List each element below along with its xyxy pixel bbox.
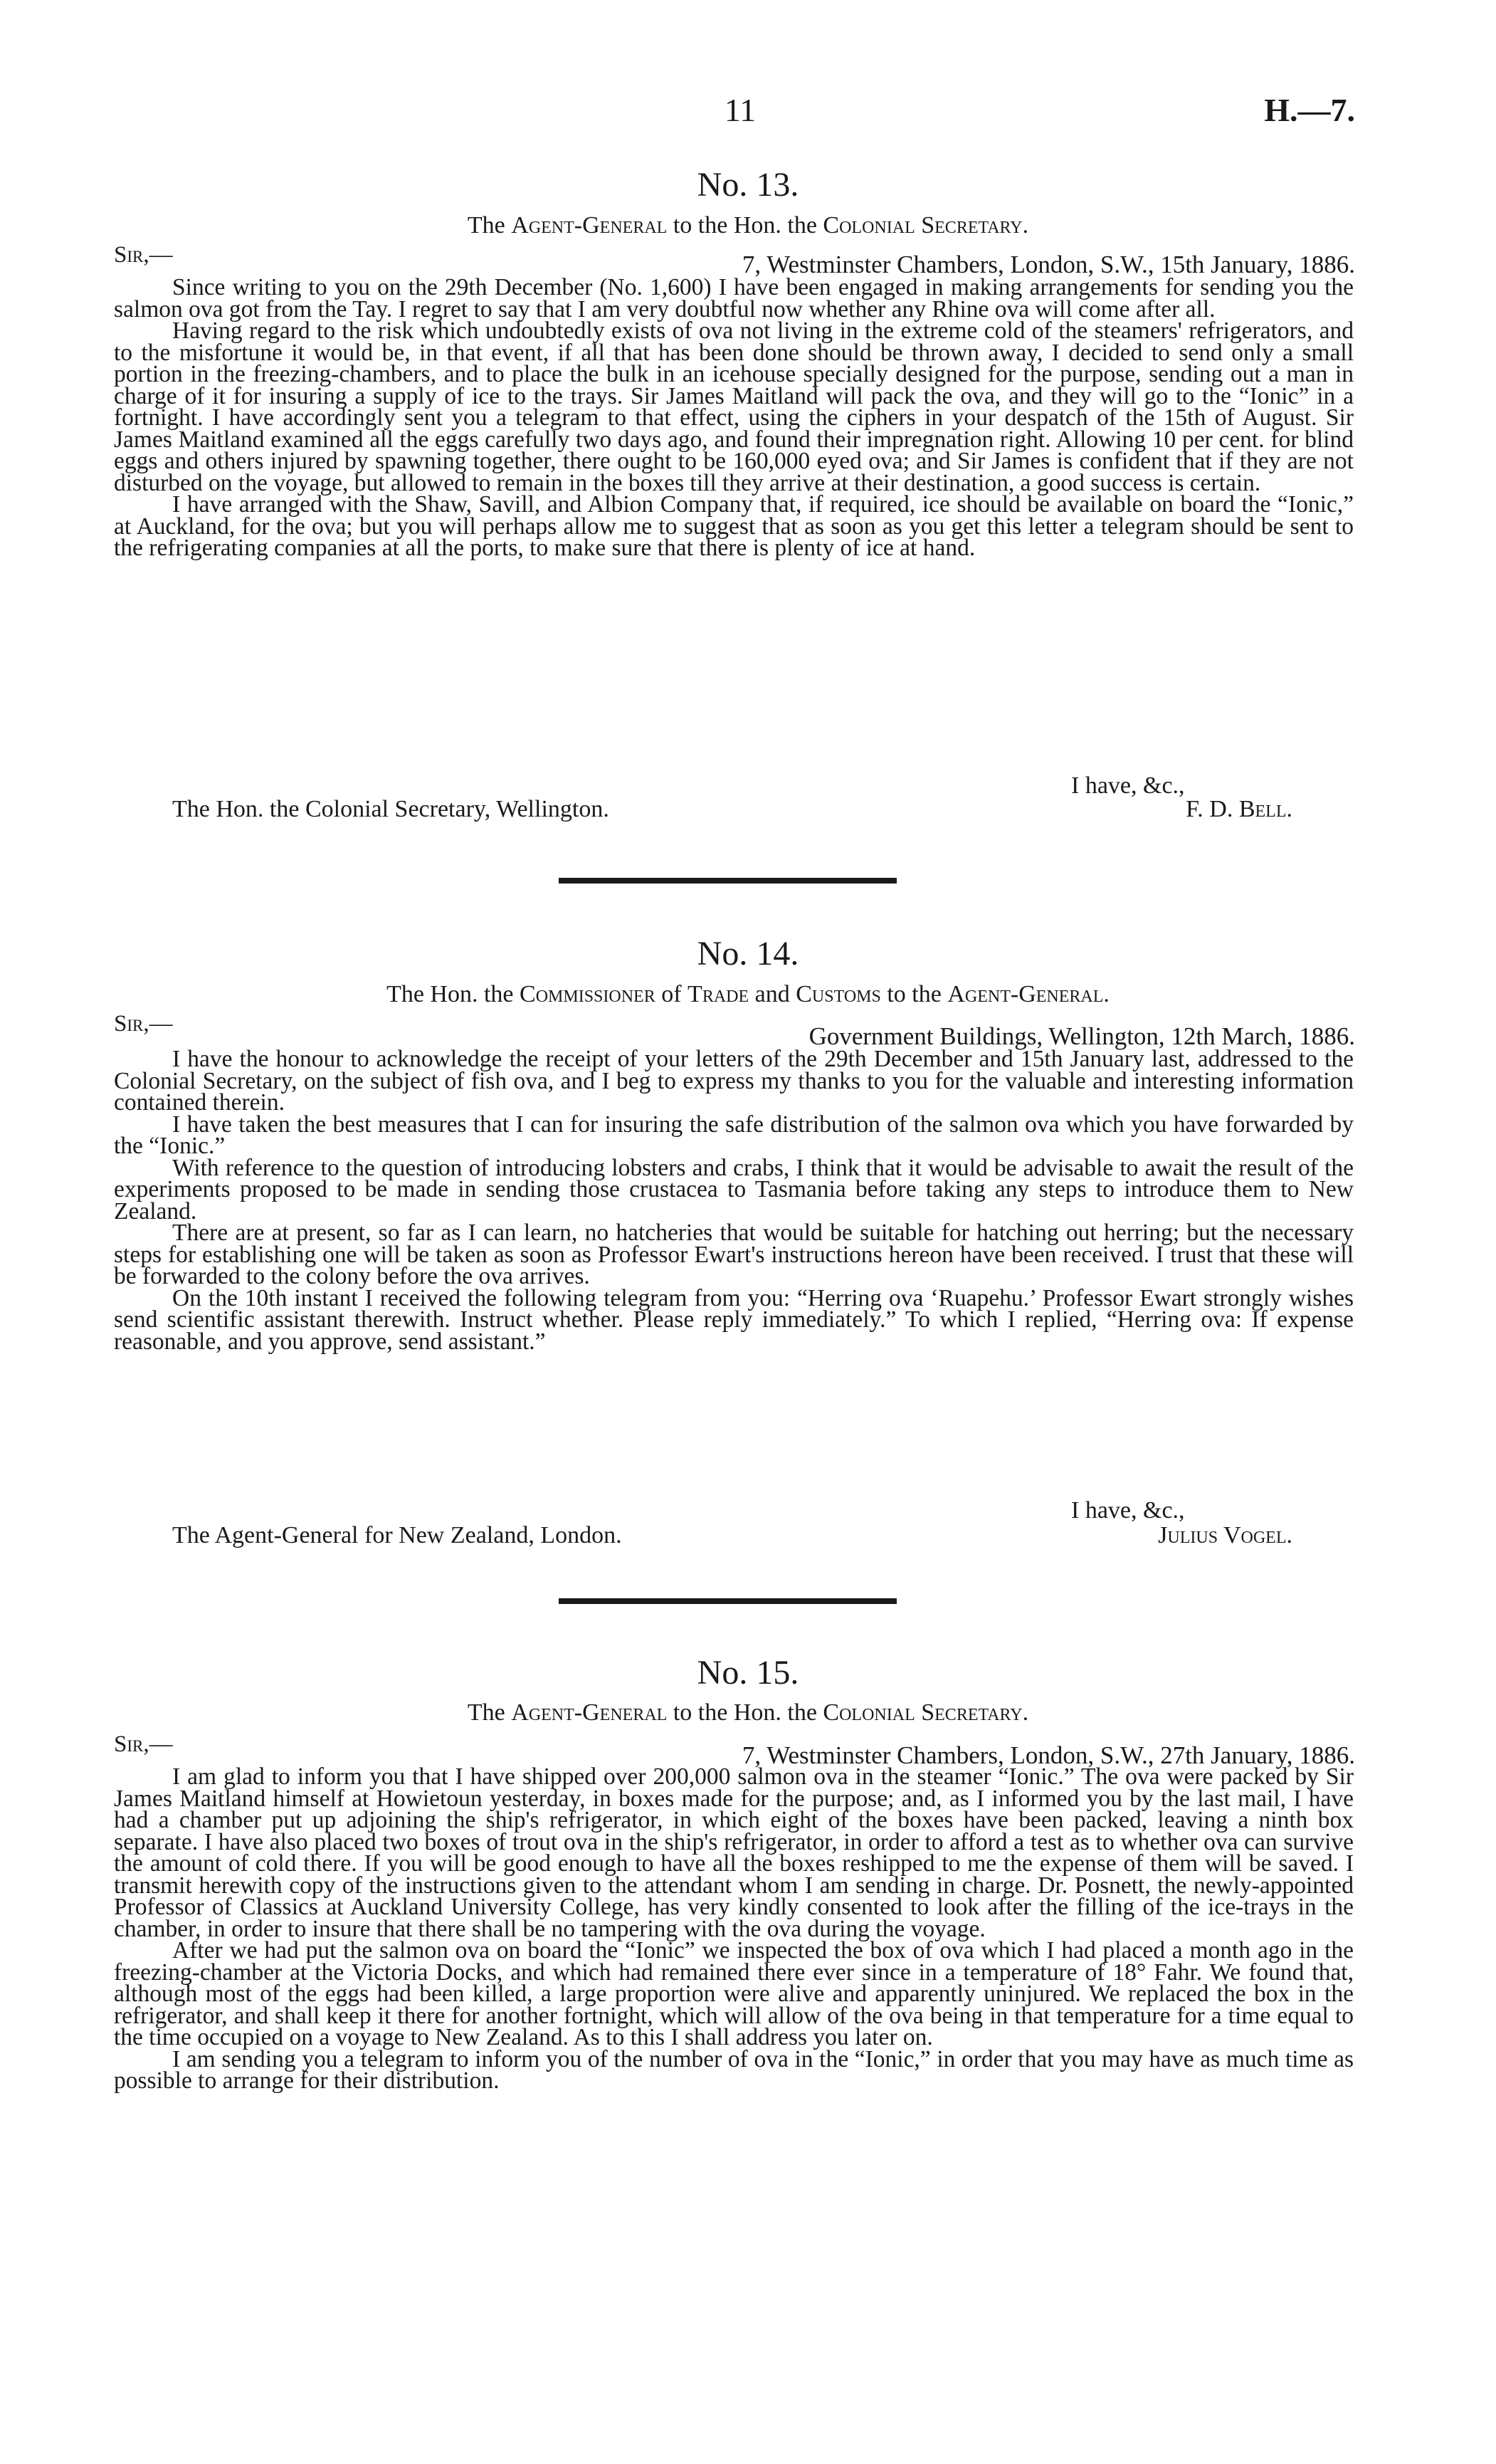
letter-14-heading-mid3: to the: [880, 981, 948, 1007]
paragraph: On the 10th instant I received the following telegram from you: “Herring ova ‘Ruapehu.’ Professor Ewart strongly wishes send scientific assistant therewith. Instruct whether. Please reply immediately.” To which I replied, “Herring ova: If expense reasonable, and you approve, send assistant.”: [114, 1284, 1354, 1355]
section-divider: [559, 878, 897, 884]
letter-14-address: Government Buildings, Wellington, 12th March, 1886.: [808, 1022, 1355, 1050]
letter-13-heading-from: Agent-General: [511, 212, 668, 238]
letter-13-heading: The Agent-General to the Hon. the Colonial Secretary.: [467, 212, 1029, 238]
letter-15-heading-to: Colonial Secretary: [823, 1699, 1023, 1726]
series-reference: H.—7.: [1264, 92, 1355, 128]
letter-14-closing: I have, &c.,: [1071, 1497, 1185, 1524]
letter-15-salutation: Sir,—: [114, 1731, 173, 1757]
letter-14-heading-pre: The Hon. the: [386, 981, 520, 1007]
paragraph: Having regard to the risk which undoubtedly exists of ova not living in the extreme cold of the steamers' refrigerators, and to the misfortune it would be, in that event, if all that has been done should be thrown away, I decided to send only a small portion in the freezing-chambers, and to place the bulk in an icehouse specially designed for the purpose, sending out a man in charge of it for insuring a supply of ice to the trays. Sir James Maitland will pack the ova, and they will go to the “Ionic” in a fortnight. I have accordingly sent you a telegram to that effect, using the ciphers in your despatch of the 15th of August. Sir James Maitland examined all the eggs carefully two days ago, and found their impregnation right. Allowing 10 per cent. for blind eggs and others injured by spawning together, there ought to be 160,000 eyed ova; and Sir James is confident that if they are not disturbed on the voyage, but allowed to remain in the boxes till they arrive at their destination, a good success is certain.: [114, 318, 1354, 496]
letter-13-salutation: Sir,—: [114, 242, 173, 268]
letter-15-heading: The Agent-General to the Hon. the Colonial Secretary.: [467, 1699, 1029, 1726]
letter-14-signoff-row: [114, 1522, 1354, 1551]
letter-13-body: [114, 274, 1354, 561]
paragraph: I have arranged with the Shaw, Savill, and Albion Company that, if required, ice should be available on board the “Ionic,” at Auckland, for the ova; but you will perhaps allow me to suggest that as soon as you get this letter a telegram should be sent to the refrigerating companies at all the ports, to make sure that there is plenty of ice at hand.: [114, 491, 1354, 561]
letter-15-heading-mid: to the Hon. the: [667, 1699, 823, 1726]
letter-13-heading-mid: to the Hon. the: [667, 212, 823, 238]
letter-14-number: No. 14.: [697, 935, 799, 973]
letter-13-recipient: The Hon. the Colonial Secretary, Wellington.: [172, 796, 609, 822]
letter-14-heading-to: Agent-General: [947, 981, 1104, 1007]
letter-14-heading-from3: Customs: [796, 981, 881, 1007]
letter-15-number: No. 15.: [697, 1654, 799, 1692]
letter-13-heading-end: .: [1022, 212, 1029, 238]
letter-14-heading-end: .: [1103, 981, 1110, 1007]
letter-13-number: No. 13.: [697, 166, 799, 204]
letter-14-recipient: The Agent-General for New Zealand, London.: [172, 1522, 622, 1548]
letter-14-closing-row: [114, 1497, 1354, 1526]
letter-14-heading-from: Commissioner: [520, 981, 655, 1007]
letter-14-signature: Julius Vogel.: [1158, 1522, 1292, 1548]
letter-14-body: [114, 1046, 1354, 1355]
section-divider: [559, 1598, 897, 1604]
letter-15-heading-end: .: [1022, 1699, 1029, 1726]
paragraph: There are at present, so far as I can learn, no hatcheries that would be suitable for hatching out herring; but the necessary steps for establishing one will be taken as soon as Professor Ewart's instructions hereon have been received. I trust that these will be forwarded to the colony before the ova arrives.: [114, 1220, 1354, 1289]
letter-13-signature: F. D. Bell.: [1186, 796, 1292, 822]
page-number: 11: [724, 92, 757, 128]
letter-14-heading: [0, 981, 1496, 1008]
letter-15-heading-from: Agent-General: [511, 1699, 668, 1726]
letter-14-heading-mid2: and: [749, 981, 796, 1007]
letter-14-heading-mid1: of: [655, 981, 688, 1007]
letter-15-body: [114, 1763, 1354, 2094]
paragraph: I have taken the best measures that I can for insuring the safe distribution of the salmon ova which you have forwarded by the “Ionic.”: [114, 1111, 1354, 1159]
paragraph: With reference to the question of introducing lobsters and crabs, I think that it would be advisable to await the result of the experiments proposed to be made in sending those crustacea to Tasmania before taking any steps to introduce them to New Zealand.: [114, 1154, 1354, 1225]
letter-14-heading-from2: Trade: [688, 981, 749, 1007]
letter-13-address: 7, Westminster Chambers, London, S.W., 15th January, 1886.: [742, 251, 1355, 278]
paragraph: I am glad to inform you that I have shipped over 200,000 salmon ova in the steamer “Ionic.” The ova were packed by Sir James Maitland himself at Howietoun yesterday, in boxes made for the purpose; and, as I informed you by the last mail, I have had a chamber put up adjoining the ship's refrigerator, in which eight of the boxes have been packed, leaving a ninth box separate. I have also placed two boxes of trout ova in the ship's refrigerator, in order to afford a test as to whether ova can survive the amount of cold there. If you will be good enough to have all the boxes reshipped to me the expense of them will be saved. I transmit herewith copy of the instructions given to the attendant whom I am sending in charge. Dr. Posnett, the newly-appointed Professor of Classics at Auckland University College, has very kindly consented to look after the filling of the ice-trays in the chamber, in order to insure that there shall be no tampering with the ova during the voyage.: [114, 1763, 1354, 1942]
letter-13-closing: I have, &c.,: [1071, 772, 1185, 799]
letter-14-salutation: Sir,—: [114, 1011, 173, 1037]
paragraph: I am sending you a telegram to inform you of the number of ova in the “Ionic,” in order that you may have as much time as possible to arrange for their distribution.: [114, 2045, 1354, 2094]
paragraph: I have the honour to acknowledge the receipt of your letters of the 29th December and 15th January last, addressed to the Colonial Secretary, on the subject of fish ova, and I beg to express my thanks to you for the valuable and interesting information contained therein.: [114, 1046, 1354, 1116]
paragraph: Since writing to you on the 29th December (No. 1,600) I have been engaged in making arrangements for sending you the salmon ova got from the Tay. I regret to say that I am very doubtful now whether any Rhine ova will come after all.: [114, 274, 1354, 323]
paragraph: After we had put the salmon ova on board the “Ionic” we inspected the box of ova which I had placed a month ago in the freezing-chamber at the Victoria Docks, and which had remained there ever since in a temperature of 18° Fahr. We found that, although most of the eggs had been killed, a large proportion were alive and apparently uninjured. We replaced the box in the refrigerator, and shall keep it there for another fortnight, which will allow of the ova being in that temperature for a time equal to the time occupied on a voyage to New Zealand. As to this I shall address you later on.: [114, 1937, 1354, 2050]
letter-13-signoff-row: [114, 796, 1354, 824]
letter-15-address: 7, Westminster Chambers, London, S.W., 27th January, 1886.: [742, 1741, 1355, 1769]
letter-13-heading-to: Colonial Secretary: [823, 212, 1023, 238]
